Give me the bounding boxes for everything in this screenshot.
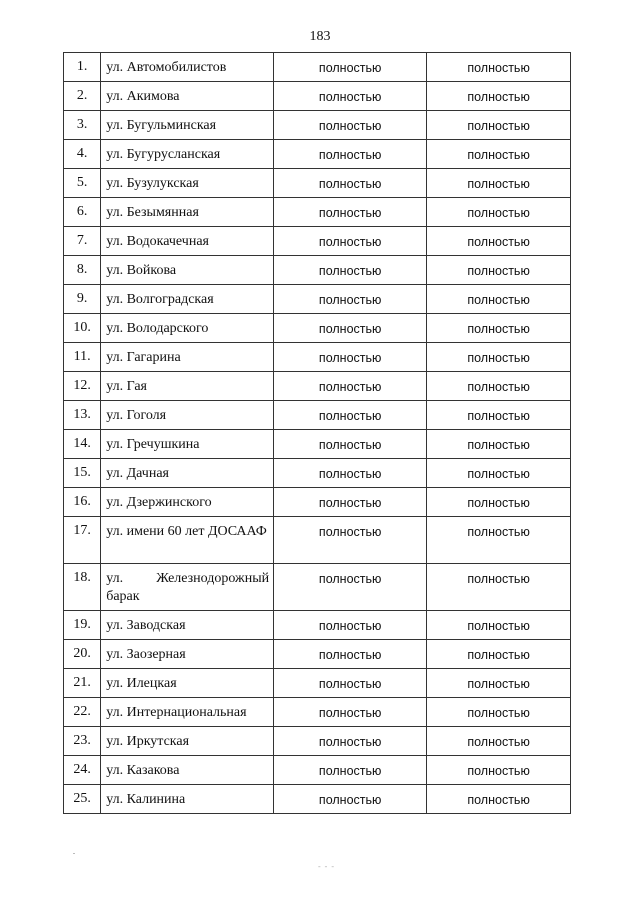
street-name: ул. Гагарина bbox=[101, 343, 274, 372]
status-cell-1: полностью bbox=[274, 459, 427, 488]
status-cell-2: полностью bbox=[427, 343, 571, 372]
table-row bbox=[64, 698, 571, 727]
row-number: 20. bbox=[64, 640, 101, 669]
status-cell-2: полностью bbox=[427, 430, 571, 459]
status-cell-1: полностью bbox=[274, 169, 427, 198]
status-cell-2: полностью bbox=[427, 698, 571, 727]
row-number: 22. bbox=[64, 698, 101, 727]
table-row bbox=[64, 343, 571, 372]
row-number: 10. bbox=[64, 314, 101, 343]
status-cell-1: полностью bbox=[274, 82, 427, 111]
row-number: 21. bbox=[64, 669, 101, 698]
status-cell-1: полностью bbox=[274, 372, 427, 401]
status-cell-1: полностью bbox=[274, 314, 427, 343]
status-cell-2: полностью bbox=[427, 53, 571, 82]
status-cell-1: полностью bbox=[274, 517, 427, 564]
status-cell-1: полностью bbox=[274, 698, 427, 727]
street-name: ул. Заводская bbox=[101, 611, 274, 640]
street-name: ул. Бугульминская bbox=[101, 111, 274, 140]
table-row bbox=[64, 82, 571, 111]
street-name: ул. Войкова bbox=[101, 256, 274, 285]
status-cell-2: полностью bbox=[427, 256, 571, 285]
row-number: 1. bbox=[64, 53, 101, 82]
row-number: 23. bbox=[64, 727, 101, 756]
status-cell-2: полностью bbox=[427, 669, 571, 698]
scan-speck bbox=[73, 853, 75, 854]
status-cell-2: полностью bbox=[427, 611, 571, 640]
table-row bbox=[64, 430, 571, 459]
table-row bbox=[64, 669, 571, 698]
street-name: ул. Дзержинского bbox=[101, 488, 274, 517]
streets-table bbox=[63, 52, 571, 814]
table-row bbox=[64, 640, 571, 669]
status-cell-2: полностью bbox=[427, 198, 571, 227]
street-name: ул. Автомобилистов bbox=[101, 53, 274, 82]
street-name: ул. Илецкая bbox=[101, 669, 274, 698]
table-body bbox=[64, 53, 571, 814]
status-cell-1: полностью bbox=[274, 256, 427, 285]
status-cell-2: полностью bbox=[427, 488, 571, 517]
table-row bbox=[64, 53, 571, 82]
row-number: 9. bbox=[64, 285, 101, 314]
row-number: 18. bbox=[64, 564, 101, 611]
table-row bbox=[64, 756, 571, 785]
table-row bbox=[64, 285, 571, 314]
status-cell-1: полностью bbox=[274, 227, 427, 256]
status-cell-2: полностью bbox=[427, 727, 571, 756]
street-name: ул. Володарского bbox=[101, 314, 274, 343]
table-row bbox=[64, 372, 571, 401]
row-number: 11. bbox=[64, 343, 101, 372]
status-cell-2: полностью bbox=[427, 111, 571, 140]
street-name: ул. Иркутская bbox=[101, 727, 274, 756]
status-cell-1: полностью bbox=[274, 640, 427, 669]
street-name: ул. Гоголя bbox=[101, 401, 274, 430]
row-number: 15. bbox=[64, 459, 101, 488]
table-row bbox=[64, 727, 571, 756]
street-name: ул. Интернациональная bbox=[101, 698, 274, 727]
status-cell-1: полностью bbox=[274, 111, 427, 140]
status-cell-1: полностью bbox=[274, 488, 427, 517]
street-name: ул. Калинина bbox=[101, 785, 274, 814]
street-name: ул. Волгоградская bbox=[101, 285, 274, 314]
row-number: 24. bbox=[64, 756, 101, 785]
row-number: 7. bbox=[64, 227, 101, 256]
street-name: ул. Безымянная bbox=[101, 198, 274, 227]
table-row bbox=[64, 256, 571, 285]
status-cell-1: полностью bbox=[274, 140, 427, 169]
row-number: 19. bbox=[64, 611, 101, 640]
table-row bbox=[64, 785, 571, 814]
status-cell-1: полностью bbox=[274, 756, 427, 785]
status-cell-2: полностью bbox=[427, 564, 571, 611]
table-row bbox=[64, 227, 571, 256]
table-row bbox=[64, 111, 571, 140]
status-cell-1: полностью bbox=[274, 285, 427, 314]
status-cell-2: полностью bbox=[427, 756, 571, 785]
status-cell-1: полностью bbox=[274, 785, 427, 814]
status-cell-2: полностью bbox=[427, 285, 571, 314]
row-number: 3. bbox=[64, 111, 101, 140]
row-number: 5. bbox=[64, 169, 101, 198]
street-name: ул. Бузулукская bbox=[101, 169, 274, 198]
status-cell-1: полностью bbox=[274, 564, 427, 611]
status-cell-1: полностью bbox=[274, 727, 427, 756]
table-row bbox=[64, 488, 571, 517]
status-cell-1: полностью bbox=[274, 669, 427, 698]
table-row bbox=[64, 169, 571, 198]
row-number: 12. bbox=[64, 372, 101, 401]
street-name: ул. Гая bbox=[101, 372, 274, 401]
table-row bbox=[64, 140, 571, 169]
footer-scan-mark: - - - bbox=[318, 862, 335, 871]
row-number: 8. bbox=[64, 256, 101, 285]
street-name: ул. Казакова bbox=[101, 756, 274, 785]
table-row bbox=[64, 198, 571, 227]
status-cell-1: полностью bbox=[274, 401, 427, 430]
street-name: ул. имени 60 лет ДОСААФ bbox=[101, 517, 274, 564]
street-name: ул. Дачная bbox=[101, 459, 274, 488]
row-number: 6. bbox=[64, 198, 101, 227]
street-name: ул. Железнодорожный барак bbox=[101, 564, 274, 611]
row-number: 4. bbox=[64, 140, 101, 169]
row-number: 13. bbox=[64, 401, 101, 430]
street-name: ул. Водокачечная bbox=[101, 227, 274, 256]
row-number: 2. bbox=[64, 82, 101, 111]
table-row bbox=[64, 564, 571, 611]
status-cell-2: полностью bbox=[427, 82, 571, 111]
row-number: 25. bbox=[64, 785, 101, 814]
street-name: ул. Заозерная bbox=[101, 640, 274, 669]
status-cell-2: полностью bbox=[427, 401, 571, 430]
row-number: 14. bbox=[64, 430, 101, 459]
street-name: ул. Гречушкина bbox=[101, 430, 274, 459]
table-row bbox=[64, 401, 571, 430]
status-cell-1: полностью bbox=[274, 430, 427, 459]
status-cell-2: полностью bbox=[427, 314, 571, 343]
status-cell-2: полностью bbox=[427, 227, 571, 256]
table-row bbox=[64, 517, 571, 564]
page-number: 183 bbox=[309, 29, 331, 44]
row-number: 16. bbox=[64, 488, 101, 517]
table-row bbox=[64, 314, 571, 343]
status-cell-1: полностью bbox=[274, 198, 427, 227]
table-row bbox=[64, 611, 571, 640]
status-cell-2: полностью bbox=[427, 372, 571, 401]
status-cell-2: полностью bbox=[427, 459, 571, 488]
status-cell-1: полностью bbox=[274, 611, 427, 640]
status-cell-1: полностью bbox=[274, 53, 427, 82]
status-cell-2: полностью bbox=[427, 640, 571, 669]
street-name: ул. Акимова bbox=[101, 82, 274, 111]
row-number: 17. bbox=[64, 517, 101, 564]
status-cell-2: полностью bbox=[427, 517, 571, 564]
status-cell-2: полностью bbox=[427, 785, 571, 814]
table-row bbox=[64, 459, 571, 488]
status-cell-2: полностью bbox=[427, 140, 571, 169]
status-cell-2: полностью bbox=[427, 169, 571, 198]
status-cell-1: полностью bbox=[274, 343, 427, 372]
street-name: ул. Бугурусланская bbox=[101, 140, 274, 169]
